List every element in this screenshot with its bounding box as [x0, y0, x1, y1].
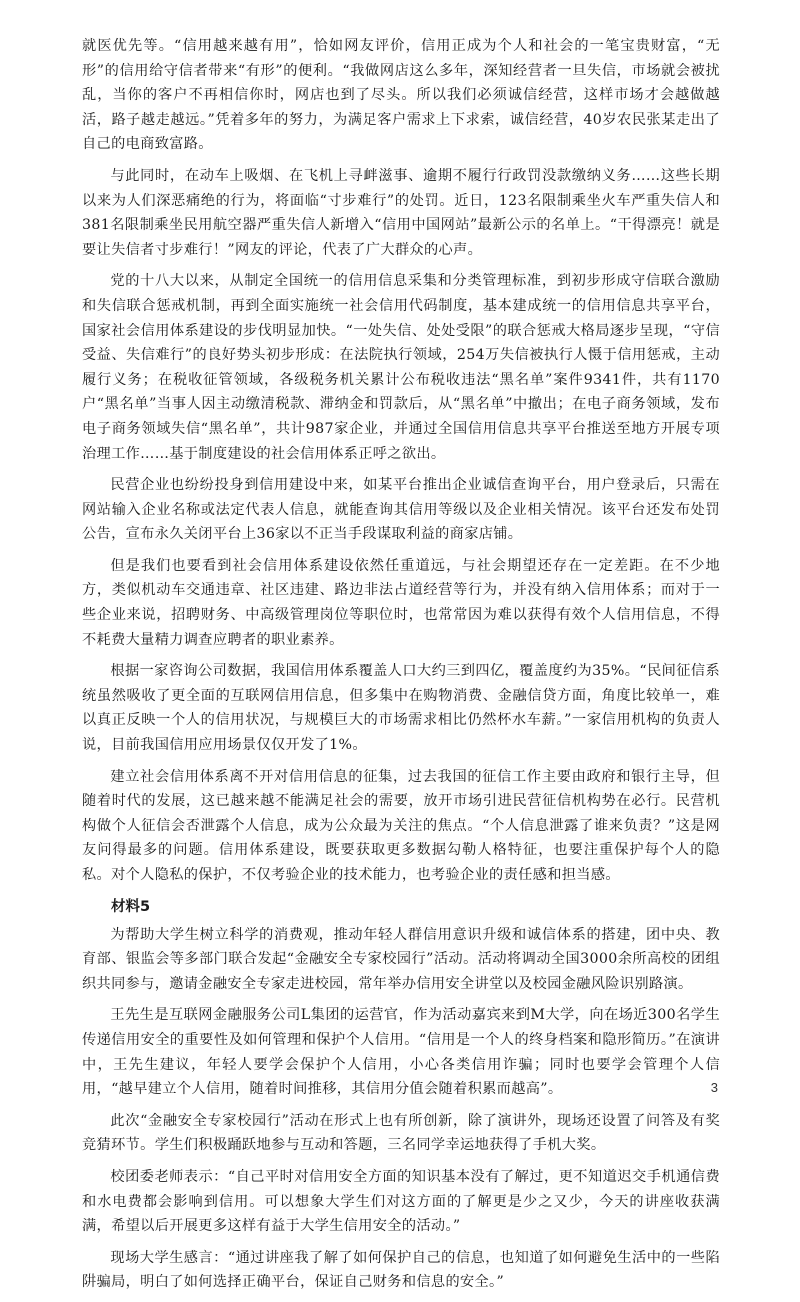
paragraph: 与此同时，在动车上吸烟、在飞机上寻衅滋事、逾期不履行行政罚没款缴纳义务……这些长期以来为人们深恶痛绝的行为，将面临“寸步难行”的处罚。近日，123名限制乘坐火车严重失信人和381名限制乘坐民用航空器严重失信人新增入“信用中国网站”最新公示的名单上。“干得漂亮！就是要让失信者寸步难行！”网友的评论，代表了广大群众的心声。: [82, 167, 720, 258]
document-page: [82, 34, 720, 1302]
paragraph: 校团委老师表示：“自己平时对信用安全方面的知识基本没有了解过，更不知道迟交手机通信费和水电费都会影响到信用。可以想象大学生们对这方面的了解更是少之又少，今天的讲座收获满满，希望以后开展更多这样有益于大学生信用安全的活动。”: [82, 1168, 720, 1235]
paragraph: 王先生是互联网金融服务公司L集团的运营官，作为活动嘉宾来到M大学，向在场近300名学生传递信用安全的重要性及如何管理和保护个人信用。“信用是一个人的终身档案和隐形简历。”在演讲中，王先生建议，年轻人要学会保护个人信用，小心各类信用诈骗；同时也要学会管理个人信用，“越早建立个人信用，随着时间推移，其信用分值会随着积累而越高”。: [82, 1007, 720, 1098]
paragraph: 但是我们也要看到社会信用体系建设依然任重道远，与社会期望还存在一定差距。在不少地方，类似机动车交通违章、社区违建、路边非法占道经营等行为，并没有纳入信用体系；而对于一些企业来说，招聘财务、中高级管理岗位等职位时，也常常因为难以获得有效个人信用信息，不得不耗费大量精力调查应聘者的职业素养。: [82, 557, 720, 648]
paragraph: 为帮助大学生树立科学的消费观，推动年轻人群信用意识升级和诚信体系的搭建，团中央、教育部、银监会等多部门联合发起“金融安全专家校园行”活动。活动将调动全国3000余所高校的团组织共同参与，邀请金融安全专家走进校园，常年举办信用安全讲堂以及校园金融风险识别路演。: [82, 926, 720, 992]
page-number: 3: [710, 1080, 718, 1095]
paragraph-continued: 就医优先等。“信用越来越有用”，恰如网友评价，信用正成为个人和社会的一笔宝贵财富，“无形”的信用给守信者带来“有形”的便利。“我做网店这么多年，深知经营者一旦失信，市场就会被扰乱，当你的客户不再相信你时，网店也到了尽头。所以我们必须诚信经营，这样市场才会越做越活，路子越走越远。”凭着多年的努力，为满足客户需求上下求索，诚信经营，40岁农民张某走出了自己的电商致富路。: [82, 38, 720, 153]
paragraph: 党的十八大以来，从制定全国统一的信用信息采集和分类管理标准，到初步形成守信联合激励和失信联合惩戒机制，再到全面实施统一社会信用代码制度，基本建成统一的信用信息共享平台，国家社会信用体系建设的步伐明显加快。“一处失信、处处受限”的联合惩戒大格局逐步呈现，“守信受益、失信难行”的良好势头初步形成：在法院执行领域，254万失信被执行人慑于信用惩戒，主动履行义务；在税收征管领域，各级税务机关累计公布税收违法“黑名单”案件9341件，共有1170户“黑名单”当事人因主动缴清税款、滞纳金和罚款后，从“黑名单”中撤出；在电子商务领域，发布电子商务领域失信“黑名单”，共计987家企业，并通过全国信用信息共享平台推送至地方开展专项治理工作……基于制度建设的社会信用体系正呼之欲出。: [82, 273, 720, 462]
paragraph: 此次“金融安全专家校园行”活动在形式上也有所创新，除了演讲外，现场还设置了问答及有奖竞猜环节。学生们积极踊跃地参与互动和答题，三名同学幸运地获得了手机大奖。: [82, 1112, 720, 1154]
paragraph: 建立社会信用体系离不开对信用信息的征集，过去我国的征信工作主要由政府和银行主导，但随着时代的发展，这已越来越不能满足社会的需要，放开市场引进民营征信机构势在必行。民营机构做个人征信会否泄露个人信息，成为公众最为关注的焦点。“个人信息泄露了谁来负责？”这是网友问得最多的问题。信用体系建设，既要获取更多数据勾勒人格特征，也要注重保护每个人的隐私。对个人隐私的保护，不仅考验企业的技术能力，也考验企业的责任感和担当感。: [82, 768, 720, 883]
paragraph: 民营企业也纷纷投身到信用建设中来，如某平台推出企业诚信查询平台，用户登录后，只需在网站输入企业名称或法定代表人信息，就能查询其信用等级以及企业相关情况。该平台还发布处罚公告，宣布永久关闭平台上36家以不正当手段谋取利益的商家店铺。: [82, 477, 720, 543]
section-heading: 材料5: [111, 898, 151, 915]
paragraph: 现场大学生感言：“通过讲座我了解了如何保护自己的信息，也知道了如何避免生活中的一些陷阱骗局，明白了如何选择正确平台，保证自己财务和信息的安全。”: [82, 1249, 720, 1291]
paragraph: 根据一家咨询公司数据，我国信用体系覆盖人口大约三到四亿，覆盖度约为35%。“民间征信系统虽然吸收了更全面的互联网信用信息，但多集中在购物消费、金融信贷方面，角度比较单一，难以真正反映一个人的信用状况，与规模巨大的市场需求相比仍然杯水车薪。”一家信用机构的负责人说，目前我国信用应用场景仅仅开发了1%。: [82, 663, 720, 754]
